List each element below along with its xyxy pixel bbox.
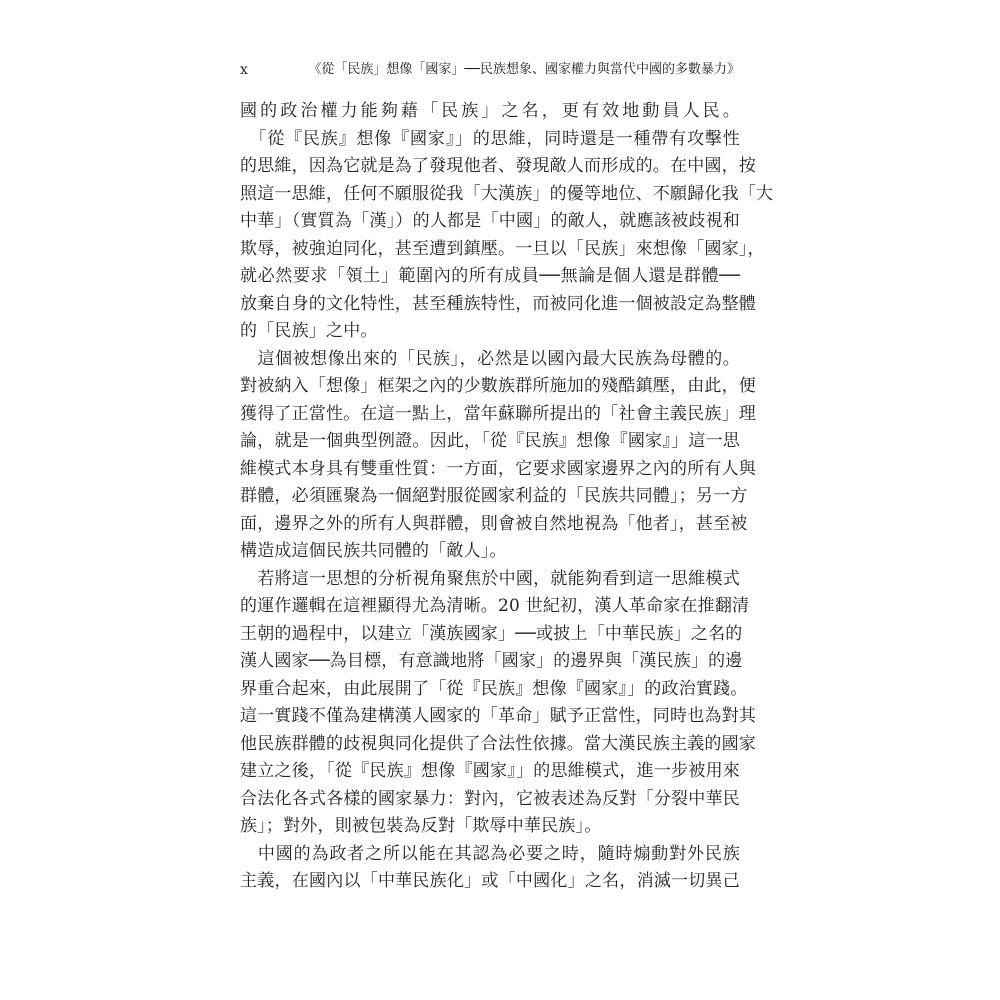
text-line: 的「民族」之中。 xyxy=(240,321,378,341)
text-line: 論，就是一個典型例證。因此，「從『民族』想像『國家』」這一思 xyxy=(240,431,740,451)
text-line: 放棄自身的文化特性，甚至種族特性，而被同化進一個被設定為整體 xyxy=(240,293,756,314)
text-line: 的思維，因為它就是為了發現他者、發現敵人而形成的。在中國，按 xyxy=(240,156,756,176)
page-number: x xyxy=(240,62,248,78)
text-line: 若將這一思想的分析視角聚焦於中國，就能夠看到這一思維模式 xyxy=(240,568,740,589)
text-line: 漢人國家──為目標，有意識地將「國家」的邊界與「漢民族」的邊 xyxy=(240,651,743,671)
text-line: 的運作邏輯在這裡顯得尤為清晰。20 世紀初，漢人革命家在推翻清 xyxy=(240,596,750,616)
text-line: 構造成這個民族共同體的「敵人」。 xyxy=(240,541,507,561)
text-line: 對被納入「想像」框架之內的少數族群所施加的殘酷鎮壓，由此，便 xyxy=(240,376,756,396)
text-line: 中華」（實質為「漢」）的人都是「中國」的敵人，就應該被歧視和 xyxy=(240,211,740,231)
text-line: 就必然要求「領土」範圍內的所有成員──無論是個人還是群體── xyxy=(240,266,740,286)
text-line: 界重合起來，由此展開了「從『民族』想像『國家』」的政治實踐。 xyxy=(240,678,748,699)
body-text xyxy=(240,98,774,896)
text-line: 照這一思維，任何不願服從我「大漢族」的優等地位、不願歸化我「大 xyxy=(240,183,774,204)
text-line: 欺辱，被強迫同化，甚至遭到鎮壓。一旦以「民族」來想像「國家」， xyxy=(240,238,765,259)
text-line: 群體，必須匯聚為一個絕對服從國家利益的「民族共同體」；另一方 xyxy=(240,486,748,506)
text-line: 國的政治權力能夠藉「民族」之名，更有效地動員人民。 xyxy=(240,101,740,121)
text-line: 族」；對外，則被包裝為反對「欺辱中華民族」。 xyxy=(240,816,602,836)
text-line: 主義，在國內以「中華民族化」或「中國化」之名，消滅一切異己 xyxy=(240,871,740,891)
text-line: 獲得了正當性。在這一點上，當年蘇聯所提出的「社會主義民族」理 xyxy=(240,403,756,424)
text-line: 建立之後，「從『民族』想像『國家』」的思維模式，進一步被用來 xyxy=(240,761,740,781)
text-line: 中國的為政者之所以能在其認為必要之時，隨時煽動對外民族 xyxy=(240,843,740,864)
text-line: 面，邊界之外的所有人與群體，則會被自然地視為「他者」，甚至被 xyxy=(240,513,748,534)
text-line: 這個被想像出來的「民族」，必然是以國內最大民族為母體的。 xyxy=(240,348,740,369)
text-line: 合法化各式各樣的國家暴力：對內，它被表述為反對「分裂中華民 xyxy=(240,788,740,809)
text-line: 這一實踐不僅為建構漢人國家的「革命」賦予正當性，同時也為對其 xyxy=(240,706,756,726)
running-header xyxy=(240,60,740,80)
text-line: 王朝的過程中，以建立「漢族國家」──或披上「中華民族」之名的 xyxy=(240,623,743,644)
text-line: 「從『民族』想像『國家』」的思維，同時還是一種帶有攻擊性 xyxy=(240,128,740,149)
book-title-header: 《從「民族」想像「國家」──民族想象、國家權力與當代中國的多數暴力》 xyxy=(308,62,740,77)
text-line: 維模式本身具有雙重性質：一方面，它要求國家邊界之內的所有人與 xyxy=(240,458,756,479)
text-line: 他民族群體的歧視與同化提供了合法性依據。當大漢民族主義的國家 xyxy=(240,733,756,754)
